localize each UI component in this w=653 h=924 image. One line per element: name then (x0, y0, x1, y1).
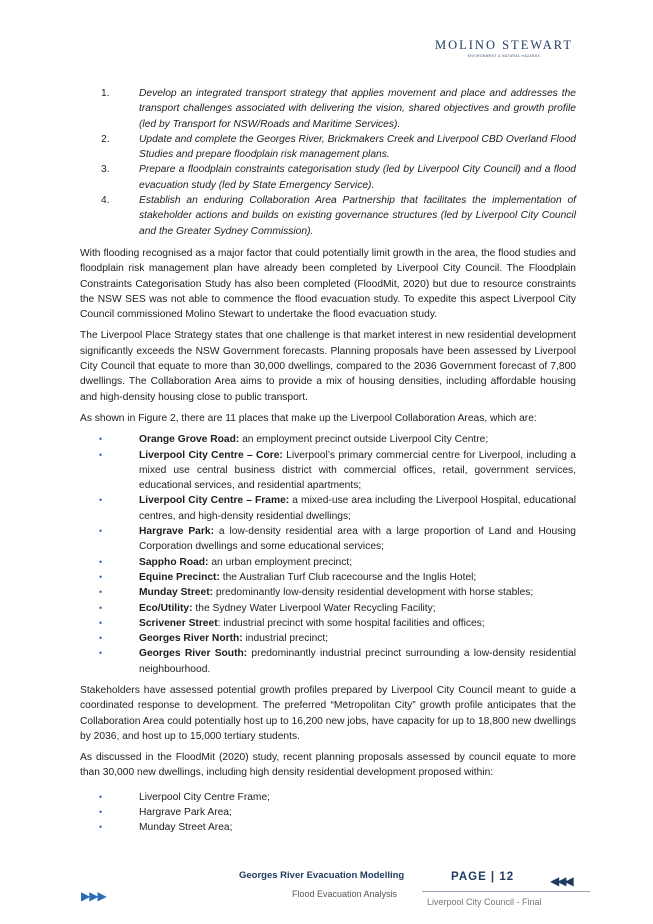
list-item: • Scrivener Street: industrial precinct with some hospital facilities and offices; (80, 616, 576, 631)
list-item: 3. Prepare a floodplain constraints categorisation study (led by Liverpool City Council) and a flood evacuation study (led by State Emergency Service). (101, 164, 576, 191)
logo-name: MOLINO STEWART (434, 38, 573, 52)
list-item: • Orange Grove Road: an employment precinct outside Liverpool City Centre; (80, 432, 576, 447)
list-item: • Georges River South: predominantly industrial precinct surrounding a low-density residential neighbourhood. (80, 646, 576, 677)
bullet-icon: • (99, 602, 103, 613)
back-arrows-icon: ◀◀◀ (550, 874, 572, 888)
page-body (80, 86, 576, 836)
list-item: • Hargrave Park Area; (80, 805, 576, 820)
paragraph-flooding: With flooding recognised as a major factor that could potentially limit growth in the area, the flood studies and floodplain risk management plan have already been completed by Liverpool City Council. The Floodplain Constraints Categorisation Study has also been completed (FloodMit, 2020) but due to resource constraints the NSW SES was not able to commence the flood evacuation study. To expedite this aspect Liverpool City Council commissioned Molino Stewart to undertake the flood evacuation study. (80, 247, 576, 321)
logo-tagline: ENVIRONMENT & NATURAL HAZARDS (467, 54, 541, 58)
list-item: • Munday Street: predominantly low-density residential development with horse stables; (80, 585, 576, 600)
list-item: • Munday Street Area; (80, 820, 576, 835)
bullet-icon: • (99, 495, 103, 506)
footer-report-title: Georges River Evacuation Modelling (239, 870, 405, 881)
bullet-icon: • (99, 822, 103, 833)
paragraph-growth-profiles: Stakeholders have assessed potential growth profiles prepared by Liverpool City Council meant to guide a coordinated response to development. The preferred “Metropolitan City” growth profile anticipates that the Collaboration Area could potentially host up to 16,200 new jobs, have capacity for up to 18,800 new dwellings by 2036, and host up to 15,000 tertiary students. (80, 684, 576, 742)
list-item: • Liverpool City Centre – Core: Liverpool’s primary commercial centre for Liverpool, including a mixed use central business district with commercial offices, retail, government services, educational services, and residential apartments; (80, 448, 576, 494)
bullet-icon: • (99, 556, 103, 567)
list-item: • Eco/Utility: the Sydney Water Liverpool Water Recycling Facility; (80, 601, 576, 616)
numbered-list (80, 86, 576, 239)
areas-list (80, 790, 576, 836)
footer-subtitle: Flood Evacuation Analysis (292, 889, 398, 899)
bullet-icon: • (99, 587, 103, 598)
list-item: 2. Update and complete the Georges River, Brickmakers Creek and Liverpool CBD Overland Flood Studies and prepare floodplain risk management plans. (101, 133, 576, 161)
list-item: 4. Establish an enduring Collaboration Area Partnership that facilitates the implementation of stakeholder actions and builds on existing governance structures (led by Liverpool City Council and the Greater Sydney Commission). (101, 195, 576, 237)
bullet-icon: • (99, 434, 103, 445)
paragraph-places-intro: As shown in Figure 2, there are 11 places that make up the Liverpool Collaboration Areas, which are: (80, 412, 537, 424)
bullet-icon: • (99, 571, 103, 582)
bullet-icon: • (99, 526, 103, 537)
list-item: 1. Develop an integrated transport strategy that applies movement and place and addresses the transport challenges associated with delivering the vision, shared objectives and growth profile (led by Transport for NSW/Roads and Maritime Services). (101, 88, 576, 130)
paragraph-floodmit: As discussed in the FloodMit (2020) study, recent planning proposals assessed by council equate to more than 30,000 new dwellings, including high density residential development proposed within: (80, 752, 576, 779)
list-item: • Liverpool City Centre – Frame: a mixed-use area including the Liverpool Hospital, educational centres, and high-density residential dwellings; (80, 493, 576, 524)
bullet-icon: • (99, 791, 103, 802)
list-item: • Georges River North: industrial precinct; (80, 631, 576, 646)
forward-arrows-icon: ▶▶▶ (81, 889, 105, 903)
paragraph-place-strategy: The Liverpool Place Strategy states that one challenge is that market interest in new residential development significantly exceeds the NSW Government forecasts. Planning proposals have been assessed by Liverpool City Council that equate to more than 30,000 dwellings, compared to the 2036 Government forecast of 7,800 dwellings. The Collaboration Area aims to provide a mix of housing densities, including affordable housing and high-density housing close to public transport. (80, 330, 576, 403)
footer-client: Liverpool City Council - Final (427, 897, 542, 907)
list-item: • Hargrave Park: a low-density residential area with a large proportion of Land and Housing Corporation dwellings and some educational services; (80, 524, 576, 555)
bullet-icon: • (99, 617, 103, 628)
list-item: • Sappho Road: an urban employment precinct; (80, 555, 576, 570)
page-number: PAGE | 12 (451, 871, 515, 883)
footer-divider (422, 891, 590, 892)
company-logo (435, 38, 573, 58)
bullet-icon: • (99, 807, 103, 818)
list-item: • Equine Precinct: the Australian Turf Club racecourse and the Inglis Hotel; (80, 570, 576, 585)
list-item: • Liverpool City Centre Frame; (80, 790, 576, 805)
bullet-icon: • (99, 648, 103, 659)
places-list (80, 432, 576, 677)
bullet-icon: • (99, 633, 103, 644)
bullet-icon: • (99, 449, 103, 460)
